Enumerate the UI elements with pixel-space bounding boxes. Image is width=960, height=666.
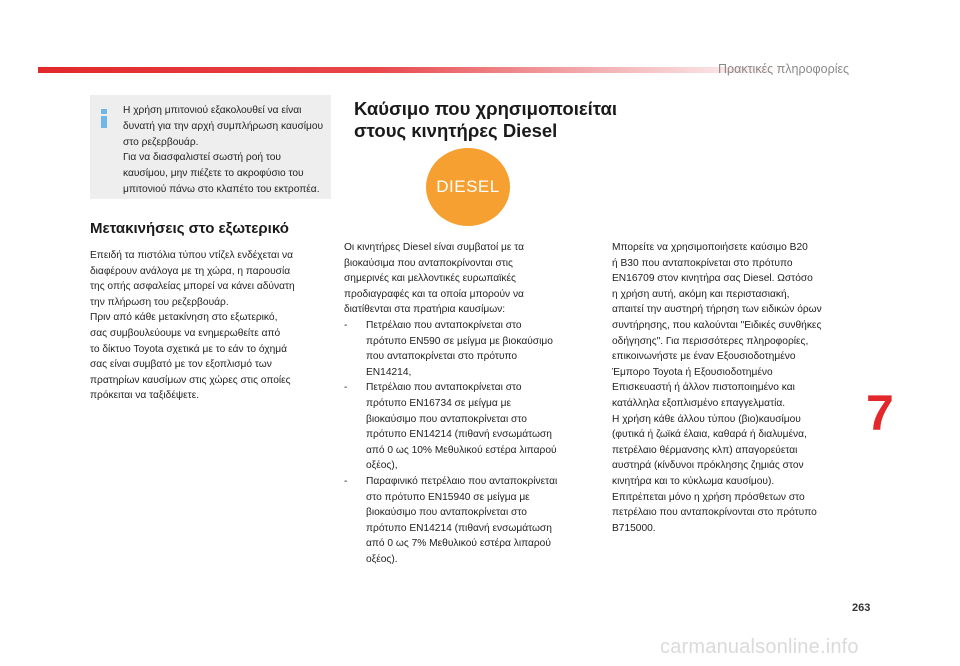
list-item: - Πετρέλαιο που ανταποκρίνεται στο πρότυπο EN590 σε μείγμα με βιοκαύσιμο που ανταποκρίνεται στο πρότυπο EN14214,	[344, 318, 594, 380]
page-number: 263	[852, 602, 871, 614]
section-body-abroad: Επειδή τα πιστόλια τύπου ντίζελ ενδέχεται να διαφέρουν ανάλογα με τη χώρα, η παρουσία της οπής ασφαλείας μπορεί να κάνει αδύνατη την πλήρωση του ρεζερβουάρ. Πριν από κάθε μετακίνηση στο εξωτερικό, σας συμβουλεύουμε να ενημερωθείτε από το δίκτυο Toyota σχετικά με το εάν το όχημά σας είναι συμβατό με τον εξοπλισμό των πρατηρίων καυσίμων στις χώρες στις οποίες πρόκειται να ταξιδέψετε.	[90, 250, 295, 402]
page-title: Καύσιμο που χρησιμοποιείται στους κινητήρες Diesel	[354, 98, 618, 141]
list-bullet: -	[344, 319, 348, 331]
diesel-badge-label: DIESEL	[436, 177, 500, 196]
header-title: Πρακτικές πληροφορίες	[718, 62, 850, 76]
diesel-badge	[426, 148, 510, 226]
section-title-abroad: Μετακινήσεις στο εξωτερικό	[90, 220, 289, 237]
fuel-usage-text: Μπορείτε να χρησιμοποιήσετε καύσιμο B20 ή B30 που ανταποκρίνεται στο πρότυπο EN16709 στον κινητήρα σας Diesel. Ωστόσο η χρήση αυτή, ακόμη και περιστασιακή, απαιτεί την αυστηρή τήρηση των ειδικών όρων συντήρησης, που καλούνται "Ειδικές συνθήκες οδήγησης". Για περισσότερες πληροφορίες, επικοινωνήστε με έναν Εξουσιοδοτημένο Έμπορο Toyota ή Εξουσιοδοτημένο Επισκευαστή ή άλλον πιστοποιημένο και κατάλληλα εξοπλισμένο επαγγελματία. Η χρήση κάθε άλλου τύπου (βιο)καυσίμου (φυτικά ή ζωϊκά έλαια, καθαρά ή διαλυμένα, πετρέλαιο θέρμανσης κλπ) απαγορεύεται αυστηρά (κίνδυνοι πρόκλησης ζημιάς στον κινητήρα και το κύκλωμα καυσίμου). Επιτρέπεται μόνο η χρήση πρόσθετων στο πετρέλαιο που ανταποκρίνονται στο πρότυπο B715000.	[612, 242, 822, 534]
list-item: - Παραφινικό πετρέλαιο που ανταποκρίνεται στο πρότυπο EN15940 σε μείγμα με βιοκαύσιμο που ανταποκρίνεται στο πρότυπο EN14214 (πιθανή ενσωμάτωση από 0 ως 7% Μεθυλικού εστέρα λιπαρού οξέος).	[344, 474, 594, 568]
watermark: carmanualsonline.info	[660, 636, 859, 658]
info-text: Η χρήση μπιτονιού εξακολουθεί να είναι δυνατή για την αρχή συμπλήρωση καυσίμου στο ρεζερβουάρ. Για να διασφαλιστεί σωστή ροή του καυσίμου, μην πιέζετε το ακροφύσιο του μπιτονιού πάνω στο κλαπέτο του εκτροπέα.	[123, 105, 324, 195]
fuel-compatibility-text: Οι κινητήρες Diesel είναι συμβατοί με τα βιοκαύσιμα που ανταποκρίνονται στις σημερινές και μελλοντικές ευρωπαϊκές προδιαγραφές και τα οποία μπορούν να διατίθενται στα πρατήρια καυσίμων: - Πετρέλαιο που ανταποκρίνεται στο πρότυπο EN590 σε μείγμα με βιοκαύσιμο που ανταποκρίνεται στο πρότυπο EN14214, - Πετρέλαιο που ανταποκρίνεται στο πρότυπο EN16734 σε μείγμα με βιοκαύσιμο που ανταποκρίνεται στο πρότυπο EN14214 (πιθανή ενσωμάτωση από 0 ως 10% Μεθυλικού εστέρα λιπαρού οξέος), - Παραφινικό πετρέλαιο που ανταποκρίνεται στο πρότυπο EN15940 σε μείγμα με βιοκαύσιμο που ανταποκρίνεται στο πρότυπο EN14214 (πιθανή ενσωμάτωση από 0 ως 7% Μεθυλικού εστέρα λιπαρού οξέος).	[344, 240, 594, 567]
list-bullet: -	[344, 382, 348, 394]
header-accent-bar	[38, 67, 790, 73]
info-icon	[99, 109, 109, 128]
chapter-number: 7	[866, 385, 894, 441]
list-bullet: -	[344, 475, 348, 487]
info-box	[90, 95, 331, 199]
list-item: - Πετρέλαιο που ανταποκρίνεται στο πρότυπο EN16734 σε μείγμα με βιοκαύσιμο που ανταποκρίνεται στο πρότυπο EN14214 (πιθανή ενσωμάτωση από 0 ως 10% Μεθυλικού εστέρα λιπαρού οξέος),	[344, 380, 594, 474]
